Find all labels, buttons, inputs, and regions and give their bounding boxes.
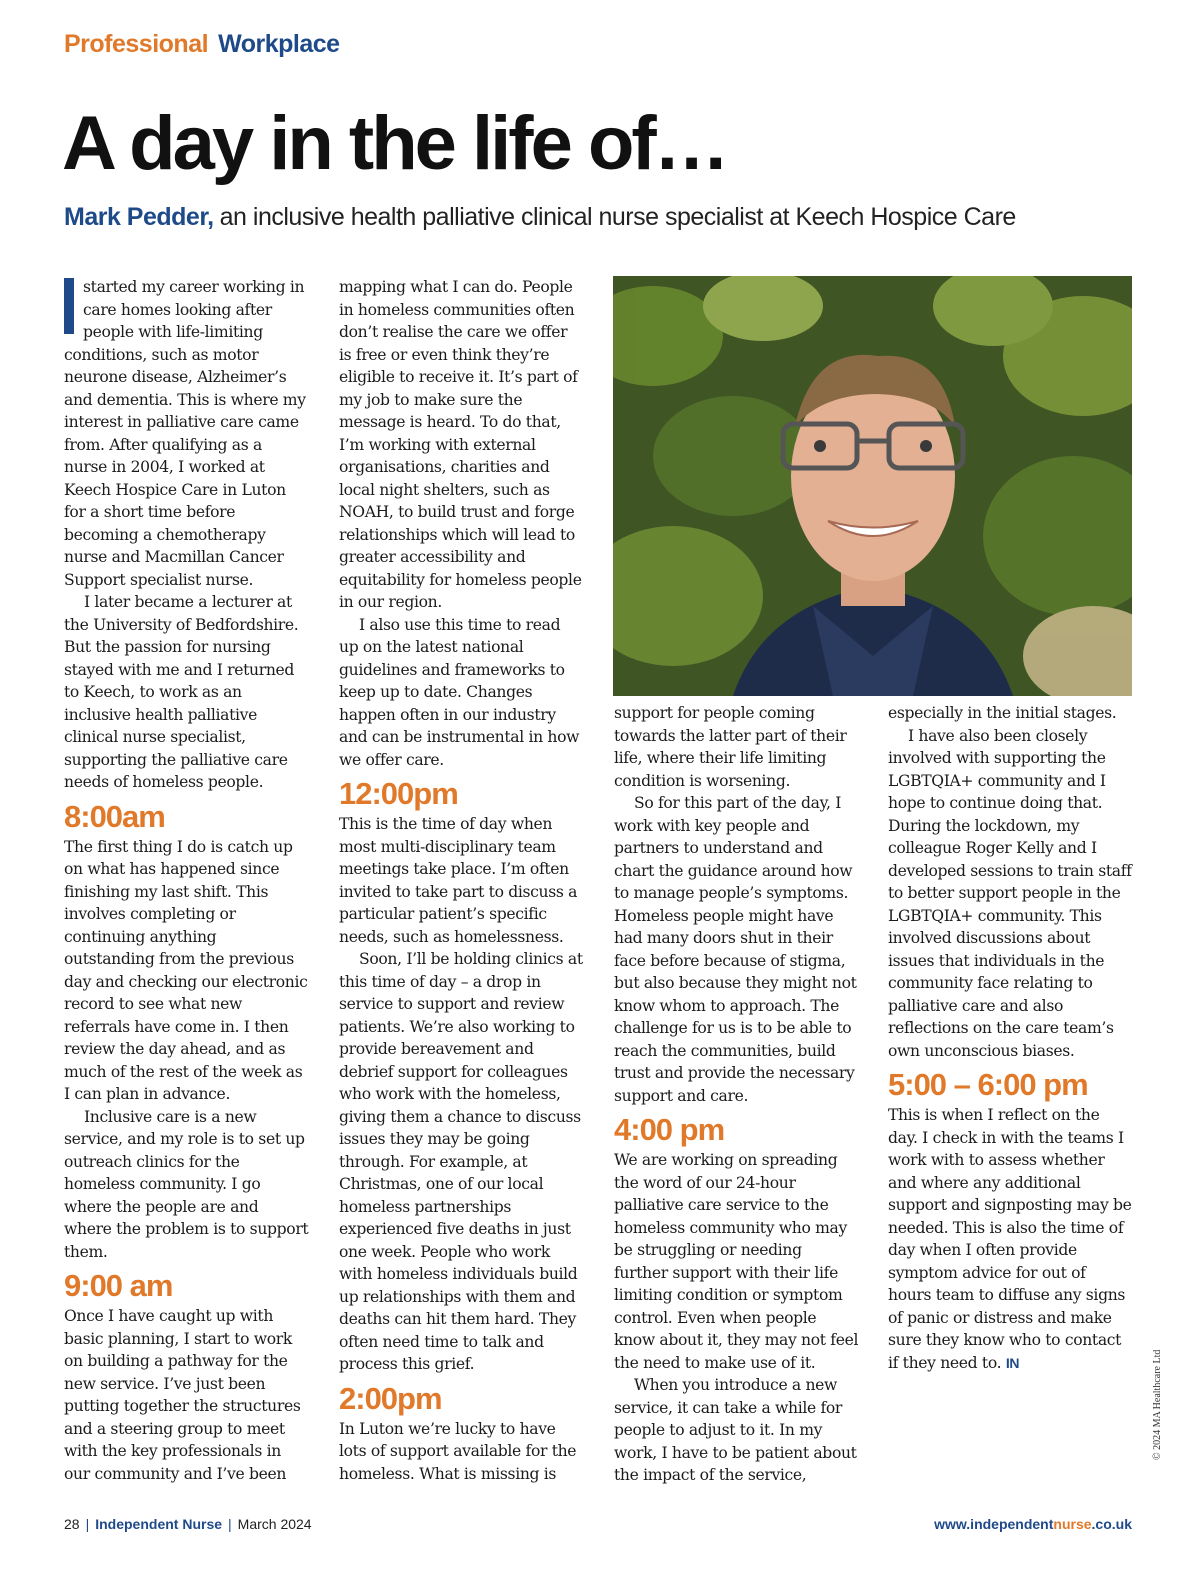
copyright-notice: © 2024 MA Healthcare Ltd	[1152, 1349, 1163, 1460]
time-heading-12pm: 12:00pm	[339, 776, 458, 811]
time-heading-2pm: 2:00pm	[339, 1380, 442, 1416]
paragraph	[888, 1104, 1133, 1374]
time-heading-5pm: 5:00 – 6:00 pm	[888, 1067, 1088, 1102]
time-heading-8am: 8:00am	[64, 798, 165, 834]
paragraph-text: This is when I reflect on the day. I check in with the teams I work with to assess whether and where any additional support and signposting may be needed. This is also the time of day when I often provide symptom advice for out of hours team to diffuse any signs of panic or distress and make sure they know who to contact if they need to.	[888, 1106, 1132, 1372]
article-column-2	[339, 276, 584, 1485]
page-title: A day in the life of…	[62, 101, 727, 186]
paragraph: When you introduce a new service, it can take a while for people to adjust to it. In my work, I have to be patient about the impact of the service,	[614, 1376, 857, 1484]
page-number: 28	[64, 1516, 80, 1532]
paragraph: So for this part of the day, I work with key people and partners to understand and chart the guidance around how to manage people’s symptoms. Homeless people might have had many doors shut in their face before because of stigma, but also because they might not know whom to approach. The challenge for us is to be able to reach the communities, build trust and provide the necessary support and care.	[614, 794, 857, 1105]
paragraph: Inclusive care is a new service, and my role is to set up outreach clinics for the homeless community. I go where the people are and where the problem is to support them.	[64, 1107, 309, 1261]
paragraph: We are working on spreading the word of our 24-hour palliative care service to the homeless community who may be struggling or needing further support with their life limiting condition or symptom control. Even when people know about it, they may not feel the need to make use of it.	[614, 1151, 859, 1372]
end-mark: IN	[1005, 1354, 1020, 1371]
author-role: an inclusive health palliative clinical nurse specialist at Keech Hospice Care	[219, 203, 1016, 231]
footer-separator: |	[228, 1516, 232, 1532]
paragraph: I have also been closely involved with supporting the LGBTQIA+ community and I hope to continue doing that. During the lockdown, my colleague Roger Kelly and I developed sessions to train staff to better support people in the LGBTQIA+ community. This involved discussions about issues that individuals in the community face relating to palliative care and also reflections on the care team’s own unconscious biases.	[888, 726, 1132, 1060]
paragraph: I also use this time to read up on the latest national guidelines and frameworks to keep up to date. Changes happen often in our industry and can be instrumental in how we offer care.	[339, 615, 580, 769]
url-part: www.independent	[934, 1516, 1054, 1532]
section-label	[64, 30, 340, 59]
website-link[interactable]	[934, 1516, 1132, 1532]
paragraph: In Luton we’re lucky to have lots of support available for the homeless. What is missing is	[339, 1419, 577, 1483]
url-part: .co.uk	[1091, 1516, 1132, 1532]
footer-separator: |	[85, 1516, 90, 1532]
article-column-3	[614, 702, 859, 1487]
paragraph: especially in the initial stages.	[888, 704, 1117, 722]
byline	[64, 203, 1016, 232]
section-name: Professional	[64, 30, 209, 58]
paragraph: The first thing I do is catch up on what has happened since finishing my last shift. This involves completing or continuing anything outstanding from the previous day and checking our electronic record to see what new referrals have come in. I then review the day ahead, and as much of the rest of the week as I can plan in advance.	[64, 837, 308, 1103]
paragraph: This is the time of day when most multi-disciplinary team meetings take place. I’m often invited to take part to discuss a particular patient’s specific needs, such as homelessness.	[339, 815, 578, 946]
author-name: Mark Pedder,	[64, 203, 214, 231]
url-part-highlight: nurse	[1053, 1516, 1092, 1532]
time-heading-4pm: 4:00 pm	[614, 1112, 725, 1147]
portrait-photo-icon	[613, 276, 1132, 696]
magazine-brand: Independent Nurse	[95, 1516, 223, 1532]
footer-left	[64, 1516, 312, 1532]
paragraph: I later became a lecturer at the University of Bedfordshire. But the passion for nursing stayed with me and I returned to Keech, to work as an inclusive health palliative clinical nurse specialist, supporting the palliative care needs of homeless people.	[64, 593, 299, 791]
article-column-4	[888, 702, 1133, 1374]
issue-date: March 2024	[237, 1516, 312, 1532]
time-heading-9am: 9:00 am	[64, 1268, 173, 1303]
drop-cap-bar	[64, 278, 74, 334]
article-column-1	[64, 276, 309, 1485]
portrait-photo	[613, 276, 1132, 696]
paragraph: mapping what I can do. People in homeless communities often don’t realise the care we offer is free or even think they’re eligible to receive it. It’s part of my job to make sure the message is heard. To do that, I’m working with external organisations, charities and local night shelters, such as NOAH, to build trust and forge relationships which will lead to greater accessibility and equitability for homeless people in our region.	[339, 278, 582, 611]
intro-text: started my career working in care homes looking after people with life-limiting conditions, such as motor neurone disease, Alzheimer’s and dementia. This is where my interest in palliative care came from. After qualifying as a nurse in 2004, I worked at Keech Hospice Care in Luton for a short time before becoming a chemotherapy nurse and Macmillan Cancer Support specialist nurse.	[64, 278, 306, 589]
paragraph: Soon, I’ll be holding clinics at this time of day – a drop in service to support and review patients. We’re also working to provide bereavement and debrief support for colleagues who work with the homeless, giving them a chance to discuss issues they may be going through. For example, at Christmas, one of our local homeless partnerships experienced five deaths in just one week. People who work with homeless individuals build up relationships with them and deaths can hit them hard. They often need time to talk and process this grief.	[339, 950, 583, 1373]
paragraph: support for people coming towards the latter part of their life, where their life limiting condition is worsening.	[614, 704, 847, 790]
subsection-name: Workplace	[218, 30, 340, 58]
intro-paragraph	[64, 276, 309, 591]
paragraph: Once I have caught up with basic planning, I start to work on building a pathway for the new service. I’ve just been putting together the structures and a steering group to meet with the key professionals in our community and I’ve been	[64, 1307, 301, 1483]
